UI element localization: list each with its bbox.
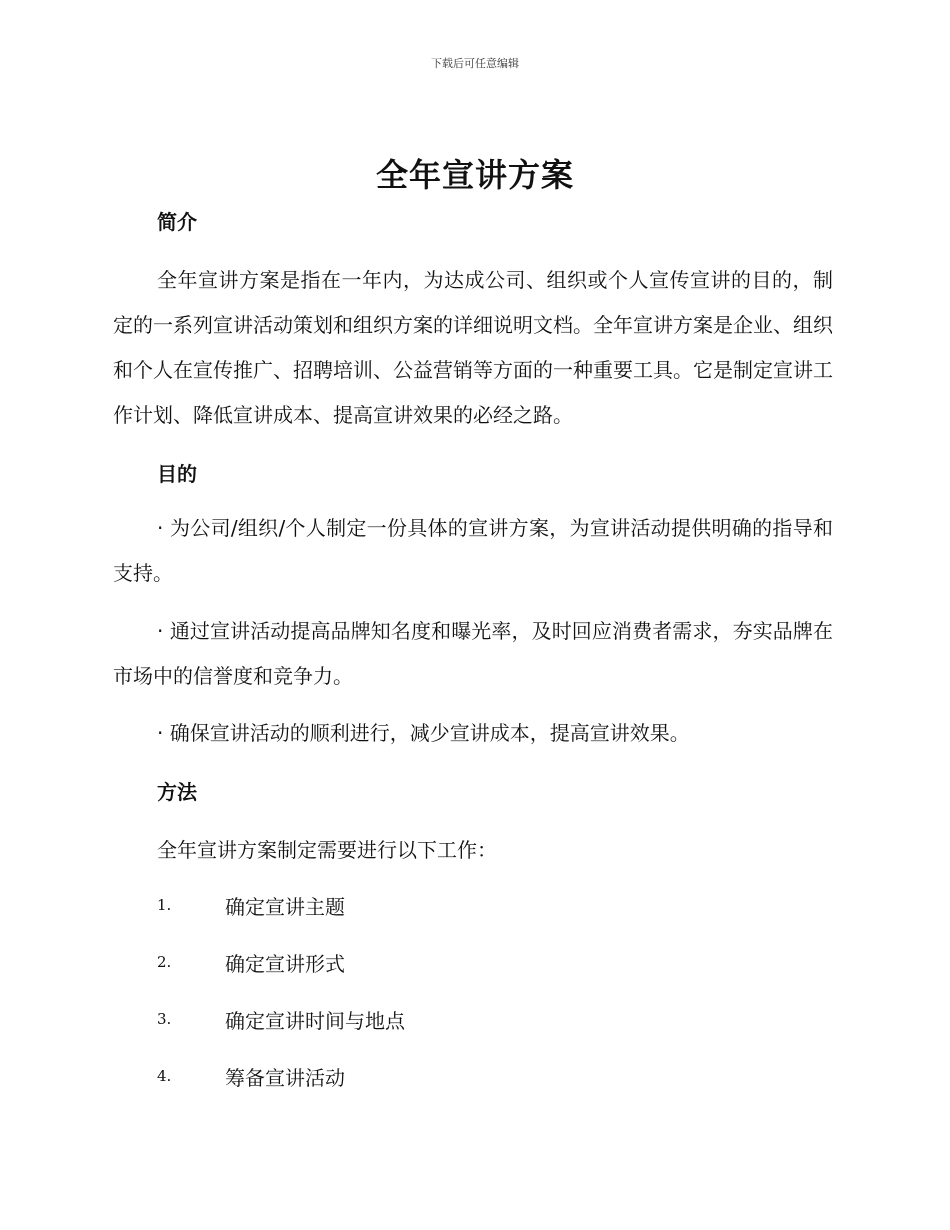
intro-paragraph: 全年宣讲方案是指在一年内，为达成公司、组织或个人宣传宣讲的目的，制定的一系列宣讲活动策划和组织方案的详细说明文档。全年宣讲方案是企业、组织和个人在宣传推广、招聘培训、公益营销等方面的一种重要工具。它是制定宣讲工作计划、降低宣讲成本、提高宣讲效果的必经之路。 (113, 268, 833, 427)
method-step-3 (157, 1004, 405, 1034)
method-step-4 (157, 1061, 345, 1091)
step-text: 确定宣讲时间与地点 (225, 1008, 405, 1033)
section-heading-intro: 简介 (157, 210, 197, 234)
section-heading-purpose: 目的 (157, 462, 197, 486)
purpose-bullet-1: · 为公司/组织/个人制定一份具体的宣讲方案，为宣讲活动提供明确的指导和支持。 (113, 516, 833, 585)
step-text: 确定宣讲形式 (225, 951, 345, 976)
step-number: 4. (157, 1067, 172, 1085)
step-text: 筹备宣讲活动 (225, 1065, 345, 1090)
step-text: 确定宣讲主题 (225, 894, 345, 919)
section-heading-method: 方法 (157, 780, 197, 804)
step-number: 2. (157, 953, 172, 971)
purpose-bullet-3: · 确保宣讲活动的顺利进行，减少宣讲成本，提高宣讲效果。 (157, 721, 690, 745)
method-intro: 全年宣讲方案制定需要进行以下工作： (157, 838, 497, 862)
purpose-bullet-2: · 通过宣讲活动提高品牌知名度和曝光率，及时回应消费者需求，夯实品牌在市场中的信誉度和竞争力。 (113, 619, 833, 688)
step-number: 1. (157, 896, 172, 914)
method-step-1 (157, 890, 345, 920)
step-number: 3. (157, 1010, 172, 1028)
method-step-2 (157, 947, 345, 977)
header-note: 下载后可任意编辑 (431, 57, 519, 70)
document-title: 全年宣讲方案 (375, 156, 574, 194)
